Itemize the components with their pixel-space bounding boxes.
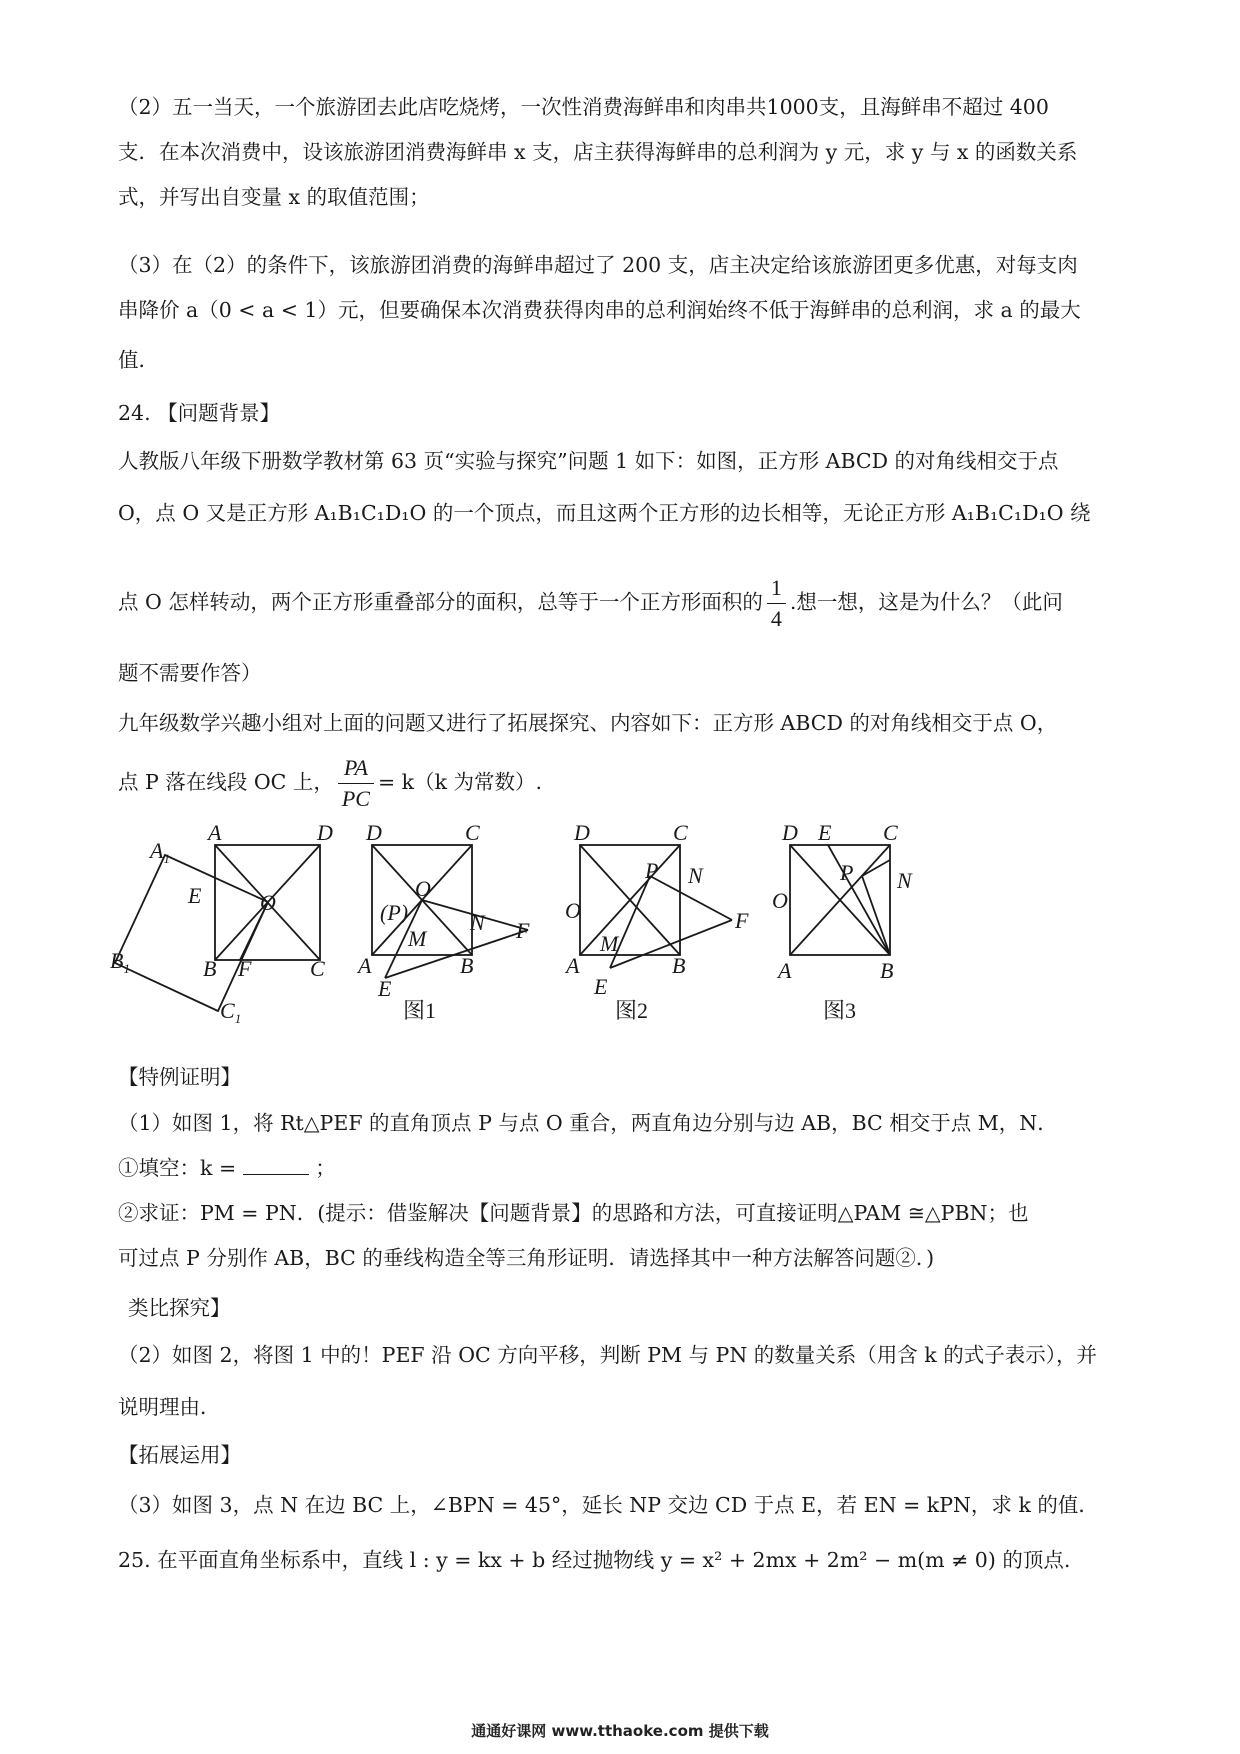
q24-background-line4: 题不需要作答）: [118, 661, 262, 685]
svg-text:N: N: [897, 868, 912, 893]
svg-text:A: A: [778, 958, 792, 983]
svg-text:F: F: [516, 918, 530, 943]
q24-part2-line2: 说明理由．: [118, 1395, 221, 1419]
q24-extension-line2-text: 点 P 落在线段 OC 上，: [118, 770, 334, 794]
svg-text:D: D: [366, 820, 382, 845]
fraction-numerator: PA: [338, 753, 374, 784]
figure-1-caption: 图1: [403, 998, 437, 1023]
apply-heading: 【拓展运用】: [118, 1443, 241, 1467]
fraction-denominator: PC: [341, 786, 370, 811]
svg-text:A: A: [358, 953, 372, 978]
q24-heading: 24. 【问题背景】: [118, 401, 281, 425]
svg-text:B: B: [672, 953, 686, 978]
svg-text:D: D: [782, 820, 798, 845]
svg-text:C1: $C_1$: [220, 998, 242, 1026]
svg-text:E: E: [594, 974, 608, 999]
q24-part2-line1: （2）如图 2，将图 1 中的！PEF 沿 OC 方向平移，判断 PM 与 PN 的数量关系（用含 k 的式子表示），并: [118, 1343, 1097, 1367]
svg-text:B: B: [203, 956, 217, 981]
figure-2-caption: 图2: [615, 998, 649, 1023]
fraction-one-quarter: [767, 573, 786, 634]
svg-text:C: C: [465, 820, 480, 845]
q24-part1-proof-line1: ②求证：PM = PN．(提示：借鉴解决【问题背景】的思路和方法，可直接证明△PAM ≅△PBN；也: [118, 1201, 1029, 1225]
svg-text:A1: $A_1$: [150, 838, 170, 866]
fraction-denominator: 4: [770, 606, 782, 631]
svg-text:O: O: [260, 890, 276, 915]
svg-text:O: O: [565, 898, 581, 923]
svg-text:D: D: [317, 820, 333, 845]
svg-text:C: C: [310, 956, 325, 981]
svg-text:A: A: [566, 953, 580, 978]
fraction-pa-over-pc: [338, 753, 374, 814]
svg-text:(P): (P): [380, 900, 409, 925]
q23-part2-line2: 支．在本次消费中，设该旅游团消费海鲜串 x 支，店主获得海鲜串的总利润为 y 元，求 y 与 x 的函数关系: [118, 140, 1078, 164]
figure-background: [115, 845, 320, 1011]
svg-text:D: D: [574, 820, 590, 845]
q23-part3-line1: （3）在（2）的条件下，该旅游团消费的海鲜串超过了 200 支，店主决定给该旅游团更多优惠，对每支肉: [118, 253, 1078, 277]
svg-text:E: E: [818, 820, 832, 845]
svg-text:O: O: [415, 876, 431, 901]
svg-text:P: P: [645, 858, 659, 883]
svg-text:F: F: [735, 908, 749, 933]
svg-text:B1: $B_1$: [110, 948, 130, 976]
answer-blank[interactable]: [243, 1156, 309, 1175]
analogy-heading: 类比探究】: [128, 1296, 231, 1320]
svg-text:B: B: [880, 958, 894, 983]
q24-part1: （1）如图 1，将 Rt△PEF 的直角顶点 P 与点 O 重合，两直角边分别与边 AB，BC 相交于点 M，N．: [118, 1111, 1058, 1135]
special-proof-heading: 【特例证明】: [118, 1065, 241, 1089]
svg-text:A: A: [208, 820, 222, 845]
q24-part1-fill: [118, 1153, 1128, 1183]
q24-background-line3-text: 点 O 怎样转动，两个正方形重叠部分的面积，总等于一个正方形面积的: [118, 590, 763, 614]
q24-part1-proof-line2: 可过点 P 分别作 AB，BC 的垂线构造全等三角形证明．请选择其中一种方法解答问题②．): [118, 1246, 935, 1270]
q24-background-line3: [118, 570, 1128, 634]
figure-3-caption: 图3: [823, 998, 857, 1023]
fill-end: ；: [315, 1156, 336, 1180]
fill-label: ①填空：k =: [118, 1156, 237, 1180]
q24-background-line3-tail: .想一想，这是为什么？（此问: [789, 590, 1063, 614]
svg-text:M: M: [408, 926, 427, 951]
q23-part3-line3: 值．: [118, 348, 159, 372]
q24-background-line1: 人教版八年级下册数学教材第 63 页“实验与探究”问题 1 如下：如图，正方形 ABCD 的对角线相交于点: [118, 449, 1059, 473]
svg-text:M: M: [600, 931, 619, 956]
svg-text:P: P: [840, 860, 854, 885]
svg-text:E: E: [188, 883, 202, 908]
svg-text:B: B: [460, 953, 474, 978]
q24-background-line2: O，点 O 又是正方形 A₁B₁C₁D₁O 的一个顶点，而且这两个正方形的边长相等，无论正方形 A₁B₁C₁D₁O 绕: [118, 501, 1091, 525]
svg-text:N: N: [688, 863, 703, 888]
geometry-figures: [110, 818, 1070, 1048]
svg-text:E: E: [378, 976, 392, 1001]
q23-part2-line3: 式，并写出自变量 x 的取值范围；: [118, 185, 430, 209]
svg-text:O: O: [772, 888, 788, 913]
q24-extension-line2-tail: = k（k 为常数）.: [377, 770, 543, 794]
svg-text:C: C: [673, 820, 688, 845]
footer-source: 通通好课网 www.tthaoke.com 提供下载: [471, 1722, 769, 1740]
fraction-numerator: 1: [767, 573, 786, 604]
svg-text:C: C: [883, 820, 898, 845]
q23-part3-line2: 串降价 a（0 < a < 1）元，但要确保本次消费获得肉串的总利润始终不低于海鲜串的总利润，求 a 的最大: [118, 298, 1081, 322]
q24-extension-line1: 九年级数学兴趣小组对上面的问题又进行了拓展探究、内容如下：正方形 ABCD 的对角线相交于点 O，: [118, 711, 1058, 735]
q23-part2-line1: （2）五一当天，一个旅游团去此店吃烧烤，一次性消费海鲜串和肉串共1000支，且海鲜串不超过 400: [118, 95, 1049, 119]
svg-text:F: F: [238, 956, 252, 981]
figures-svg: [110, 818, 1070, 1048]
q24-extension-line2: [118, 750, 1128, 814]
q24-part3: （3）如图 3，点 N 在边 BC 上，∠BPN = 45°，延长 NP 交边 CD 于点 E，若 EN = kPN，求 k 的值．: [118, 1493, 1099, 1517]
svg-text:N: N: [470, 910, 485, 935]
q25-line1: 25. 在平面直角坐标系中，直线 l : y = kx + b 经过抛物线 y = x² + 2mx + 2m² − m(m ≠ 0) 的顶点.: [118, 1548, 1071, 1572]
